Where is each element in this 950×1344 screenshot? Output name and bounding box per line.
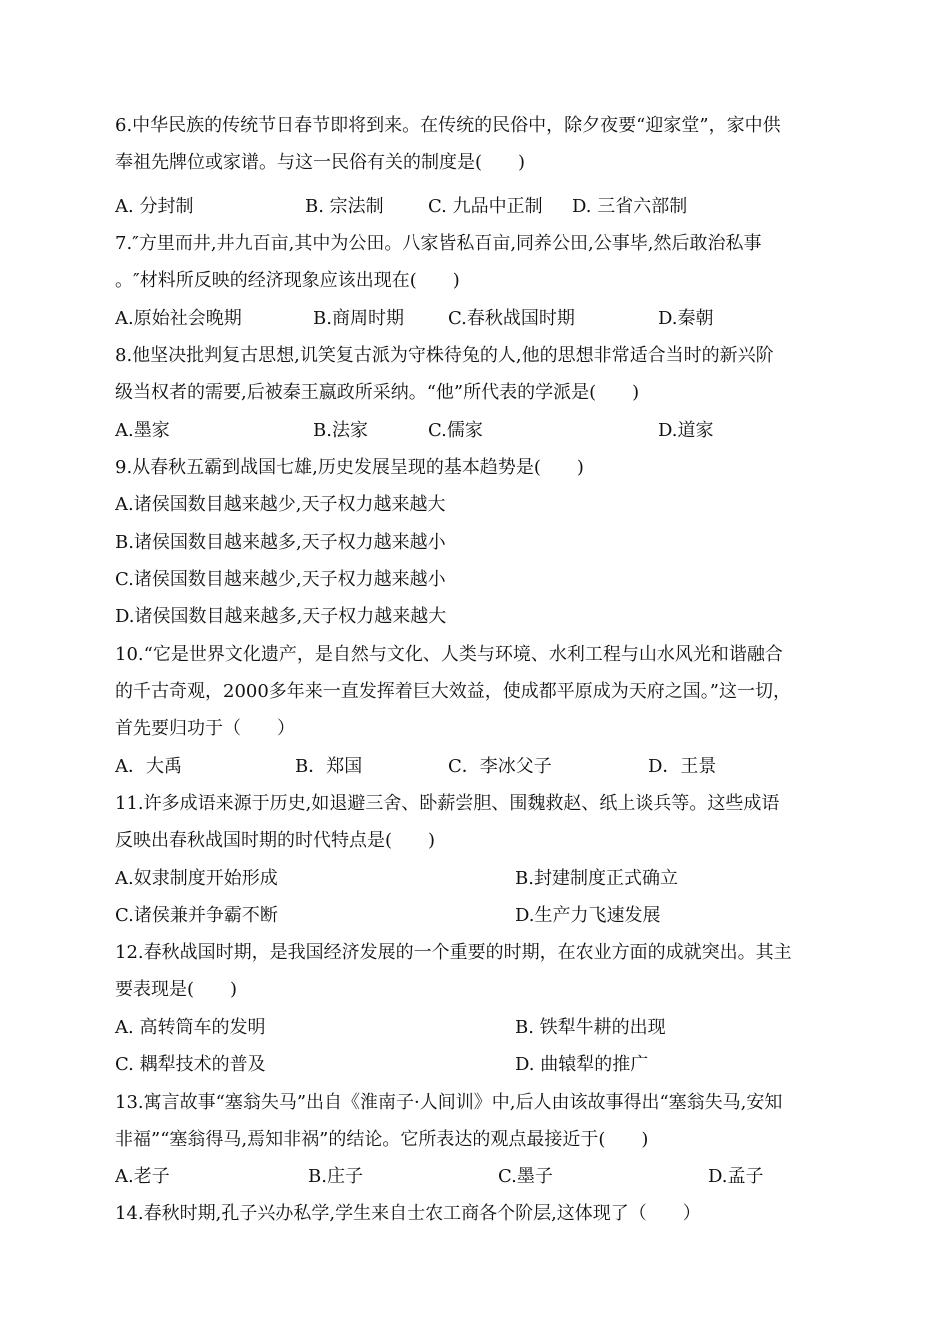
question-13-option-d: D.孟子 (708, 1166, 764, 1187)
question-13-option-b: B.庄子 (308, 1166, 363, 1187)
question-14-text-line-1: 14.春秋时期,孔子兴办私学,学生来自士农工商各个阶层,这体现了（ ） (115, 1203, 701, 1224)
question-13-option-c: C.墨子 (498, 1166, 553, 1187)
question-7-option-c: C.春秋战国时期 (448, 308, 575, 329)
question-6-text-line-2: 奉祖先牌位或家谱。与这一民俗有关的制度是( ) (115, 152, 526, 173)
question-10-option-c: C．李冰父子 (448, 756, 552, 777)
question-9-option-b: B.诸侯国数目越来越多,天子权力越来越小 (115, 532, 446, 553)
question-13-option-a: A.老子 (115, 1166, 170, 1187)
question-13-text-line-1: 13.寓言故事“塞翁失马”出自《淮南子·人间训》中,后人由该故事得出“塞翁失马,安知 (115, 1092, 783, 1113)
question-8-option-a: A.墨家 (115, 420, 170, 441)
question-10-text-line-2: 的千古奇观，2000多年来一直发挥着巨大效益，使成都平原成为天府之国。”这一切， (115, 681, 792, 702)
question-11-option-b: B.封建制度正式确立 (515, 868, 678, 889)
question-7-option-b: B.商周时期 (313, 308, 404, 329)
question-12-option-a: A. 高转筒车的发明 (115, 1017, 266, 1038)
question-7-text-line-2: 。″材料所反映的经济现象应该出现在( ) (115, 270, 460, 291)
question-10-option-b: B．郑国 (295, 756, 363, 777)
question-7-option-d: D.秦朝 (658, 308, 714, 329)
question-12-option-b: B. 铁犁牛耕的出现 (515, 1017, 666, 1038)
question-12-text-line-2: 要表现是( ) (115, 979, 238, 1000)
question-7-option-a: A.原始社会晚期 (115, 308, 242, 329)
question-12-option-c: C. 耦犁技术的普及 (115, 1054, 266, 1075)
question-6-option-d: D. 三省六部制 (572, 196, 688, 217)
question-9-option-a: A.诸侯国数目越来越少,天子权力越来越大 (115, 494, 446, 515)
question-10-option-d: D．王景 (648, 756, 717, 777)
question-6-option-a: A. 分封制 (115, 196, 194, 217)
question-11-option-c: C.诸侯兼并争霸不断 (115, 905, 278, 926)
question-12-text-line-1: 12.春秋战国时期，是我国经济发展的一个重要的时期，在农业方面的成就突出。其主 (115, 942, 792, 963)
question-10-text-line-3: 首先要归功于（ ） (115, 718, 295, 739)
question-9-option-d: D.诸侯国数目越来越多,天子权力越来越大 (115, 606, 447, 627)
question-10-option-a: A．大禹 (115, 756, 182, 777)
question-9-text-line-1: 9.从春秋五霸到战国七雄,历史发展呈现的基本趋势是( ) (115, 457, 584, 478)
question-6-option-b: B. 宗法制 (305, 196, 384, 217)
question-8-option-d: D.道家 (658, 420, 714, 441)
question-7-text-line-1: 7.″方里而井,井九百亩,其中为公田。八家皆私百亩,同养公田,公事毕,然后敢治私事 (115, 233, 762, 254)
question-6-text-line-1: 6.中华民族的传统节日春节即将到来。在传统的民俗中，除夕夜要“迎家堂”，家中供 (115, 115, 781, 136)
question-13-text-line-2: 非福”“塞翁得马,焉知非祸”的结论。它所表达的观点最接近于( ) (115, 1129, 649, 1150)
question-8-text-line-2: 级当权者的需要,后被秦王嬴政所采纳。“他”所代表的学派是( ) (115, 382, 640, 403)
question-8-option-b: B.法家 (313, 420, 368, 441)
question-9-option-c: C.诸侯国数目越来越少,天子权力越来越小 (115, 569, 446, 590)
question-10-text-line-1: 10.“它是世界文化遗产，是自然与文化、人类与环境、水利工程与山水风光和谐融合 (115, 644, 783, 665)
question-11-option-a: A.奴隶制度开始形成 (115, 868, 278, 889)
question-12-option-d: D. 曲辕犁的推广 (515, 1054, 649, 1075)
question-8-text-line-1: 8.他坚决批判复古思想,讥笑复古派为守株待兔的人,他的思想非常适合当时的新兴阶 (115, 345, 774, 366)
question-11-text-line-2: 反映出春秋战国时期的时代特点是( ) (115, 830, 436, 851)
question-8-option-c: C.儒家 (428, 420, 483, 441)
question-11-option-d: D.生产力飞速发展 (515, 905, 661, 926)
question-11-text-line-1: 11.许多成语来源于历史,如退避三舍、卧薪尝胆、围魏救赵、纸上谈兵等。这些成语 (115, 793, 780, 814)
question-6-option-c: C. 九品中正制 (428, 196, 543, 217)
